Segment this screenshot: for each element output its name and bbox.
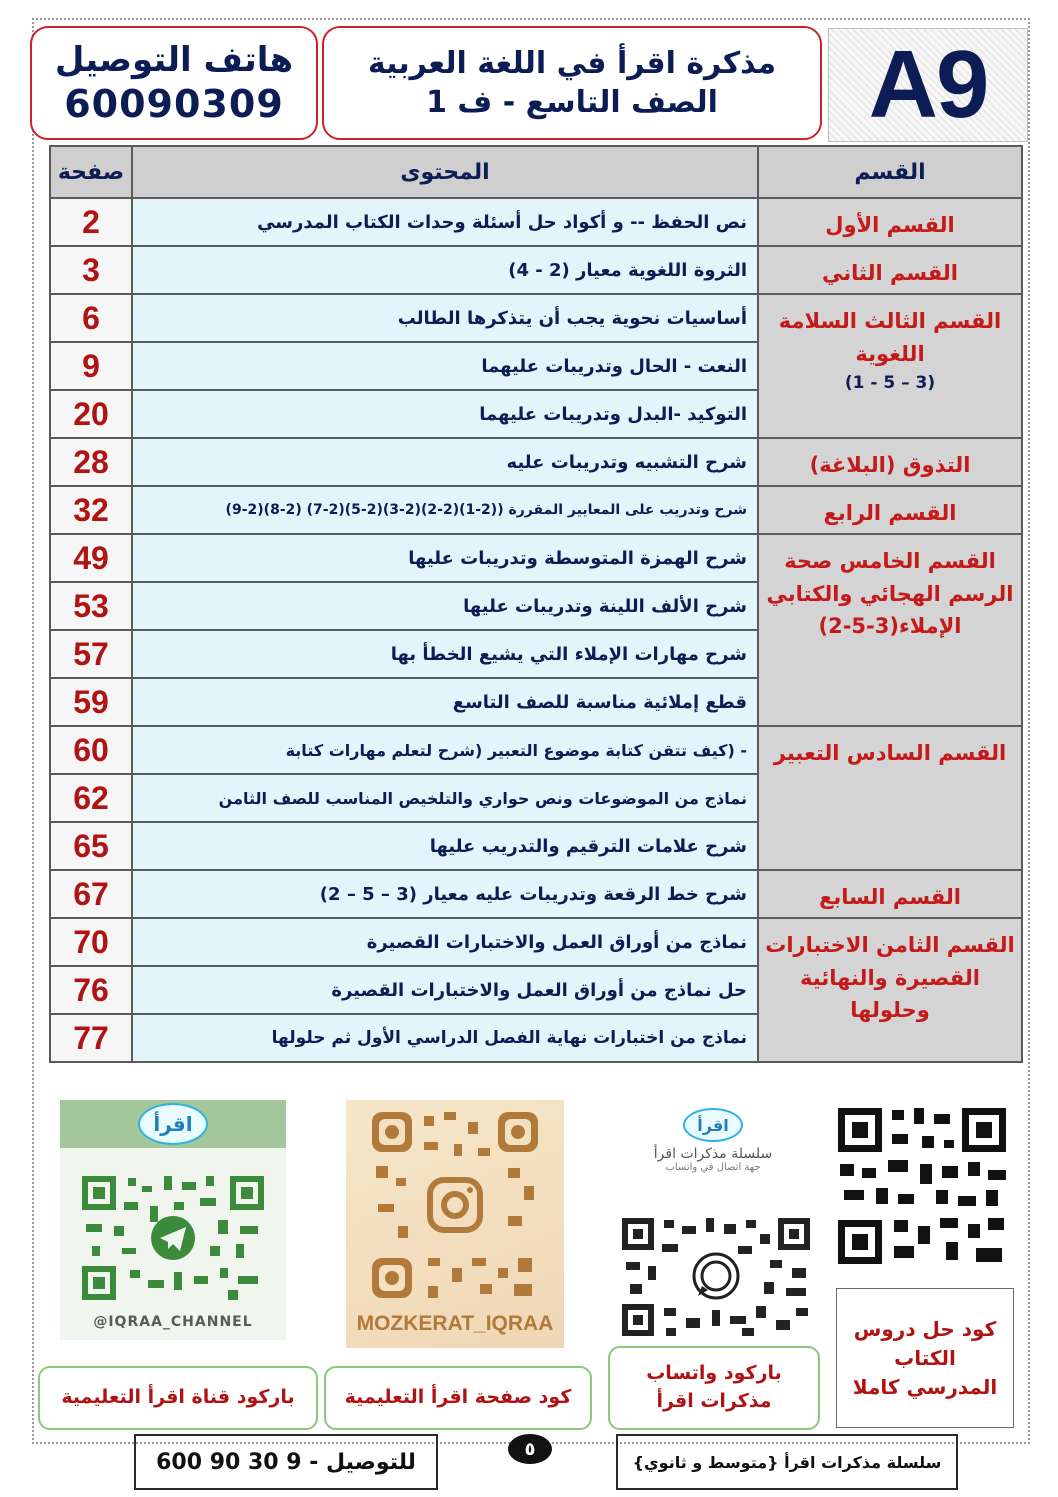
iqraa-logo: اقرأ xyxy=(138,1103,208,1145)
content-cell: الثروة اللغوية معيار (2 - 4) xyxy=(132,246,758,294)
telegram-handle: @IQRAA_CHANNEL xyxy=(93,1314,253,1330)
footer-delivery: للتوصيل - 9 30 90 600 xyxy=(134,1434,438,1490)
table-row xyxy=(50,534,1022,582)
content-cell: التوكيد -البدل وتدريبات عليهما xyxy=(132,390,758,438)
content-cell: - (كيف تتقن كتابة موضوع التعبير (شرح لتعلم مهارات كتابة xyxy=(132,726,758,774)
page-cell: 28 xyxy=(50,438,132,486)
page-cell: 32 xyxy=(50,486,132,534)
page-cell: 53 xyxy=(50,582,132,630)
code-box xyxy=(828,28,1028,142)
table-row xyxy=(50,918,1022,966)
content-cell: قطع إملائية مناسبة للصف التاسع xyxy=(132,678,758,726)
table-header-row xyxy=(50,146,1022,198)
table-row xyxy=(50,870,1022,918)
content-cell: حل نماذج من أوراق العمل والاختبارات القصيرة xyxy=(132,966,758,1014)
page-cell: 67 xyxy=(50,870,132,918)
col-content-header: المحتوى xyxy=(132,146,758,198)
col-page-header: صفحة xyxy=(50,146,132,198)
page-cell: 3 xyxy=(50,246,132,294)
document-title: مذكرة اقرأ في اللغة العربية xyxy=(367,46,777,81)
content-cell: شرح الألف اللينة وتدريبات عليها xyxy=(132,582,758,630)
whatsapp-contact-text: جهة اتصال في واتساب xyxy=(665,1162,761,1173)
instagram-handle: MOZKERAT_IQRAA xyxy=(356,1312,554,1335)
contact-label: هاتف التوصيل xyxy=(54,40,294,80)
table-row xyxy=(50,438,1022,486)
section-note: (3 – 5 - 1) xyxy=(844,373,936,394)
content-cell: شرح التشبيه وتدريبات عليه xyxy=(132,438,758,486)
page-cell: 77 xyxy=(50,1014,132,1062)
instagram-qr-code[interactable] xyxy=(368,1108,542,1304)
content-cell: شرح علامات الترقيم والتدريب عليها xyxy=(132,822,758,870)
section-cell xyxy=(758,294,1022,438)
document-code: A9 xyxy=(868,31,988,138)
table-row xyxy=(50,486,1022,534)
document-subtitle: الصف التاسع - ف 1 xyxy=(426,85,718,120)
section-cell: القسم الأول xyxy=(758,198,1022,246)
content-cell: نماذج من أوراق العمل والاختبارات القصيرة xyxy=(132,918,758,966)
content-cell: شرح الهمزة المتوسطة وتدريبات عليها xyxy=(132,534,758,582)
content-cell: شرح مهارات الإملاء التي يشيع الخطأ بها xyxy=(132,630,758,678)
page-cell: 20 xyxy=(50,390,132,438)
table-row xyxy=(50,198,1022,246)
iqraa-logo-small: اقرأ xyxy=(683,1108,743,1142)
footer-series: سلسلة مذكرات اقرأ {متوسط و ثانوي} xyxy=(616,1434,958,1490)
label-whatsapp-barcode: باركود واتساب مذكرات اقرأ xyxy=(608,1346,820,1430)
page-cell: 62 xyxy=(50,774,132,822)
section-cell: التذوق (البلاغة) xyxy=(758,438,1022,486)
telegram-header xyxy=(60,1100,286,1148)
page-cell: 76 xyxy=(50,966,132,1014)
content-cell: شرح وتدريب على المعايير المقررة ((2-1)(2-2)(2-3)(2-5)(2-7) (2-8)(2-9) xyxy=(132,486,758,534)
page-number: ٥ xyxy=(508,1434,552,1464)
whatsapp-qr-code[interactable] xyxy=(620,1216,812,1338)
content-cell: نماذج من الموضوعات ونص حواري والتلخيص المناسب للصف الثامن xyxy=(132,774,758,822)
label-book-code: كود حل دروس الكتاب المدرسي كاملا xyxy=(836,1288,1014,1428)
page-cell: 70 xyxy=(50,918,132,966)
content-cell: نص الحفظ -- و أكواد حل أسئلة وحدات الكتاب المدرسي xyxy=(132,198,758,246)
section-cell: القسم الرابع xyxy=(758,486,1022,534)
contact-number: 60090309 xyxy=(64,82,284,126)
section-title: القسم الثالث السلامة اللغوية xyxy=(778,309,1002,366)
content-cell: النعت - الحال وتدريبات عليهما xyxy=(132,342,758,390)
content-cell: أساسيات نحوية يجب أن يتذكرها الطالب xyxy=(132,294,758,342)
content-cell: شرح خط الرقعة وتدريبات عليه معيار (3 – 5 – 2) xyxy=(132,870,758,918)
label-channel-barcode: باركود قناة اقرأ التعليمية xyxy=(38,1366,318,1430)
page-cell: 60 xyxy=(50,726,132,774)
page-cell: 2 xyxy=(50,198,132,246)
col-section-header: القسم xyxy=(758,146,1022,198)
section-cell: القسم السابع xyxy=(758,870,1022,918)
book-solutions-qr-code[interactable] xyxy=(836,1106,1008,1266)
contents-table xyxy=(49,145,1023,1063)
page-cell: 57 xyxy=(50,630,132,678)
section-cell: القسم الثامن الاختبارات القصيرة والنهائية وحلولها xyxy=(758,918,1022,1062)
content-cell: نماذج من اختبارات نهاية الفصل الدراسي الأول ثم حلولها xyxy=(132,1014,758,1062)
contact-box xyxy=(30,26,318,140)
label-page-code: كود صفحة اقرأ التعليمية xyxy=(324,1366,592,1430)
table-row xyxy=(50,246,1022,294)
table-row xyxy=(50,726,1022,774)
section-cell: القسم الخامس صحة الرسم الهجائي والكتابي الإملاء(3-5-2) xyxy=(758,534,1022,726)
whatsapp-series-text: سلسلة مذكرات اقرأ xyxy=(653,1146,773,1162)
page-cell: 6 xyxy=(50,294,132,342)
title-box xyxy=(322,26,822,140)
page-cell: 9 xyxy=(50,342,132,390)
section-cell: القسم السادس التعبير xyxy=(758,726,1022,870)
table-row xyxy=(50,294,1022,342)
section-cell: القسم الثاني xyxy=(758,246,1022,294)
page-cell: 59 xyxy=(50,678,132,726)
page-cell: 49 xyxy=(50,534,132,582)
page-cell: 65 xyxy=(50,822,132,870)
telegram-qr-code[interactable] xyxy=(78,1172,268,1304)
